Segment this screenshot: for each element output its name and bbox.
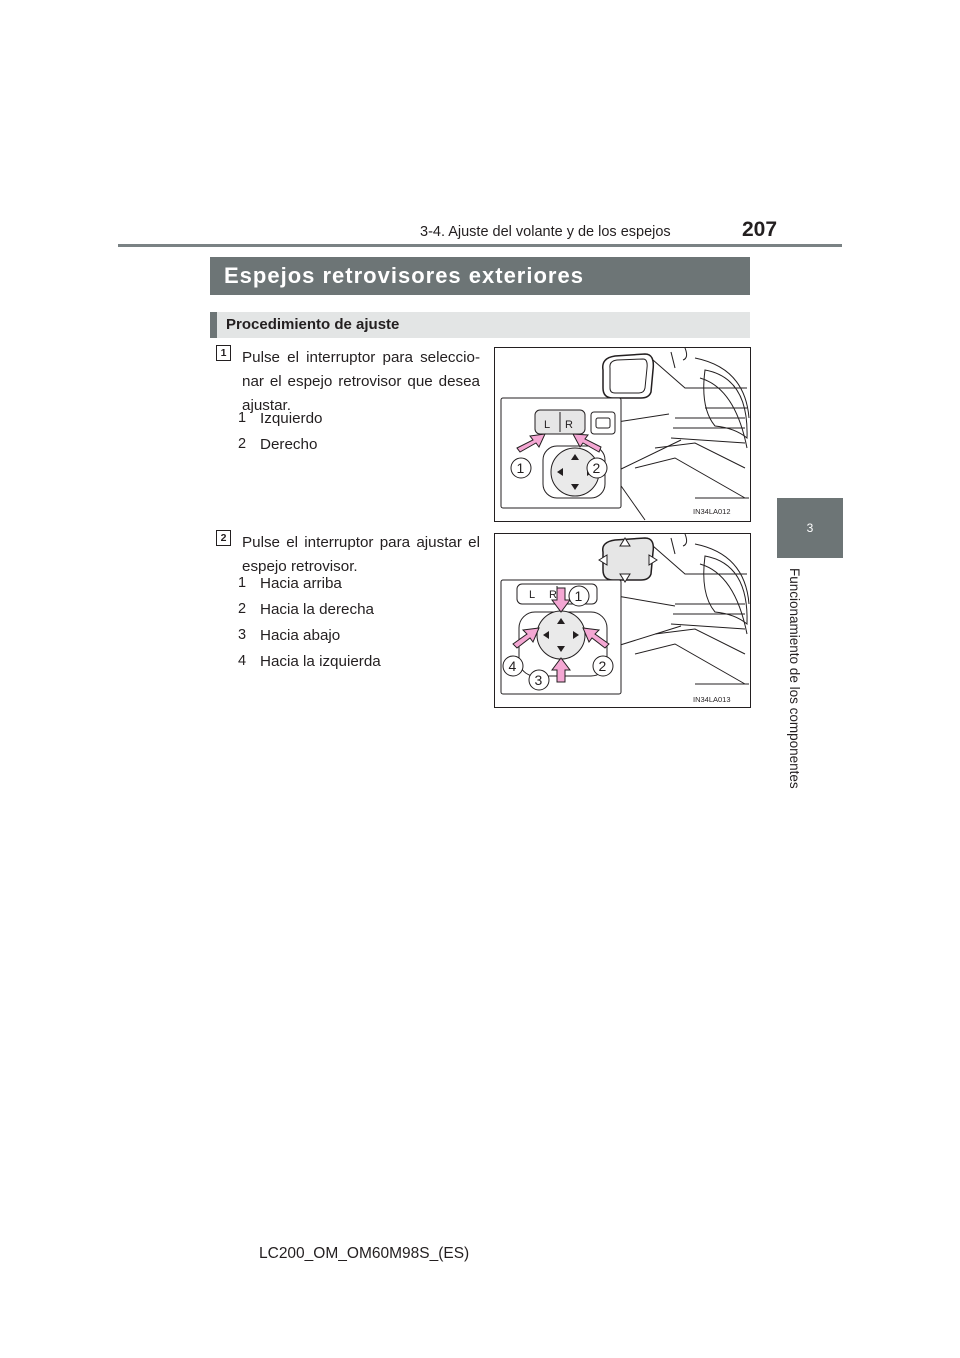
step-number: 2	[216, 530, 231, 546]
item-number: 4	[238, 653, 247, 669]
item-label: Hacia arriba	[260, 575, 342, 592]
switch-right-label: R	[565, 419, 573, 431]
subsection-title: Procedimiento de ajuste	[210, 312, 750, 338]
switch-left-label: L	[544, 419, 551, 431]
item-number: 2	[238, 436, 247, 452]
figure-mirror-adjust	[494, 533, 751, 708]
callout-label: 2	[592, 460, 601, 476]
item-label: Hacia la izquierda	[260, 653, 381, 670]
item-number: 1	[238, 575, 247, 591]
step-text: Pulse el interruptor para seleccio-nar el espejo retrovisor que desea ajustar.	[242, 349, 480, 414]
mirror-adjust-illustration	[495, 534, 750, 707]
figure-code: IN34LA013	[693, 695, 731, 704]
footer-code: LC200_OM_OM60M98S_(ES)	[259, 1245, 470, 1262]
callout-label: 1	[574, 588, 583, 604]
section-title: Espejos retrovisores exteriores	[210, 257, 750, 295]
header-rule	[118, 244, 842, 247]
switch-left-label: L	[529, 589, 536, 601]
step-number: 1	[216, 345, 231, 361]
running-header: 3-4. Ajuste del volante y de los espejos	[420, 224, 671, 240]
chapter-title: Funcionamiento de los componentes	[787, 568, 802, 789]
item-number: 3	[238, 627, 247, 643]
item-label: Hacia abajo	[260, 627, 341, 644]
item-label: Izquierdo	[260, 410, 323, 427]
page-number: 207	[742, 218, 778, 241]
mirror-select-illustration	[495, 348, 750, 521]
item-number: 2	[238, 601, 247, 617]
callout-label: 2	[598, 658, 607, 674]
callout-label: 3	[534, 672, 543, 688]
callout-label: 4	[508, 658, 517, 674]
switch-right-label: R	[549, 589, 557, 601]
item-label: Derecho	[260, 436, 318, 453]
step-text: Pulse el interruptor para ajustar el espejo retrovisor.	[242, 534, 480, 575]
item-number: 1	[238, 410, 247, 426]
item-label: Hacia la derecha	[260, 601, 374, 618]
figure-code: IN34LA012	[693, 507, 731, 516]
chapter-tab: 3	[777, 498, 843, 558]
figure-mirror-select	[494, 347, 751, 522]
callout-label: 1	[516, 460, 525, 476]
